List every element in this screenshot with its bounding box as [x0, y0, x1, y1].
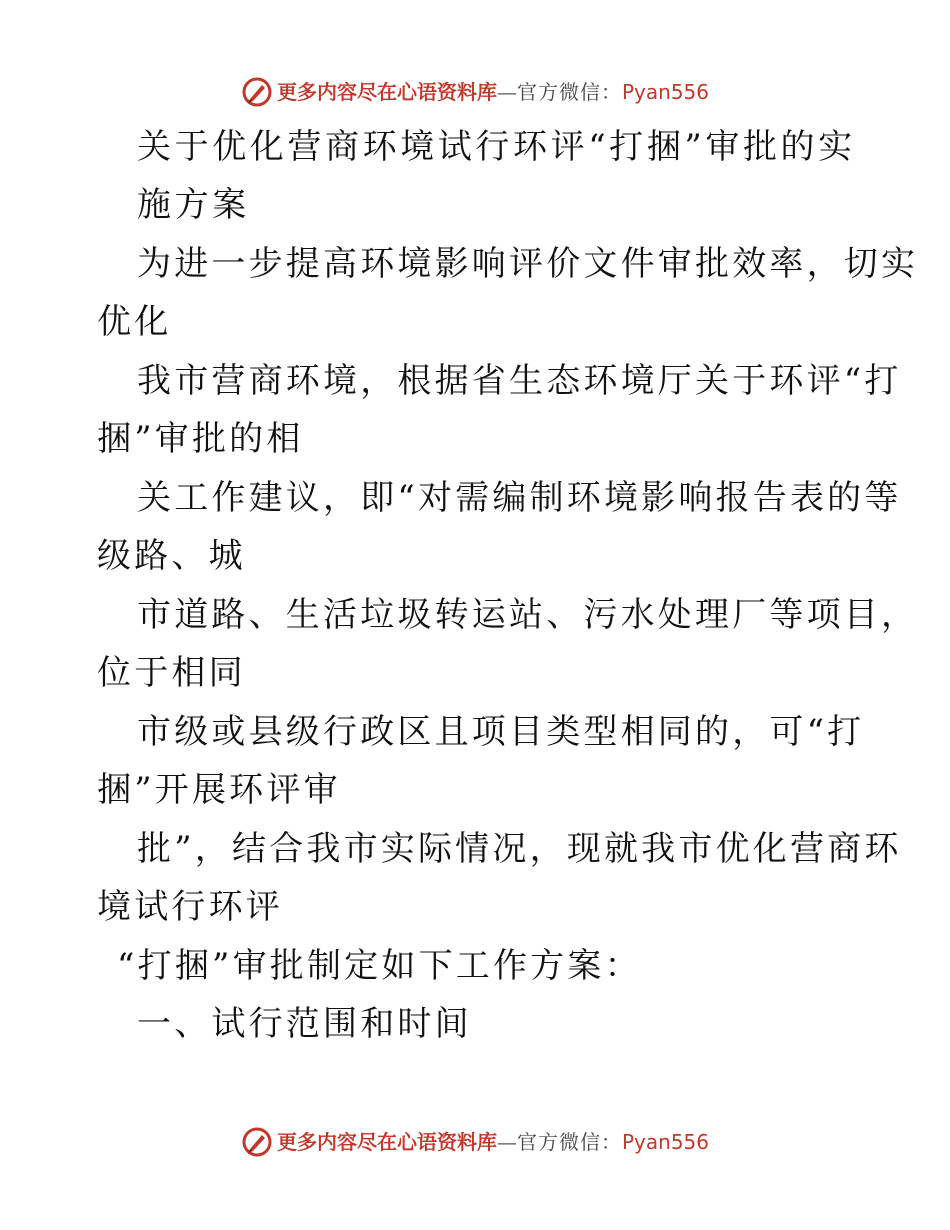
watermark-official-label: 官方微信： — [516, 80, 622, 104]
document-title-line-1: 关于优化营商环境试行环评“打捆”审批的实 — [137, 127, 856, 167]
footer-watermark — [0, 1126, 950, 1158]
watermark-site-name: 更多内容尽在心语资料库 — [276, 1130, 497, 1154]
paragraph-line: 批”，结合我市实际情况，现就我市优化营商环 — [137, 829, 902, 869]
watermark-dash: — — [496, 80, 517, 104]
watermark-dash: — — [496, 1130, 517, 1154]
paragraph-line: 位于相同 — [97, 653, 246, 693]
watermark-wechat-id: Pyan556 — [621, 1130, 709, 1154]
paragraph-line: 捆”审批的相 — [97, 419, 304, 459]
pen-seal-icon — [241, 76, 273, 108]
watermark-wechat-id: Pyan556 — [621, 80, 709, 104]
paragraph-line: “打捆”审批制定如下工作方案： — [117, 946, 642, 986]
paragraph-line: 市级或县级行政区且项目类型相同的，可“打 — [137, 712, 865, 752]
header-watermark — [0, 76, 950, 108]
watermark-official-label: 官方微信： — [516, 1130, 622, 1154]
paragraph-line: 优化 — [97, 302, 172, 342]
paragraph-line: 我市营商环境，根据省生态环境厅关于环评“打 — [137, 361, 902, 401]
paragraph-line: 市道路、生活垃圾转运站、污水处理厂等项目， — [137, 595, 919, 635]
paragraph-line: 为进一步提高环境影响评价文件审批效率，切实 — [137, 244, 919, 284]
paragraph-line: 捆”开展环评审 — [97, 770, 341, 810]
paragraph-line: 境试行环评 — [97, 887, 283, 927]
watermark-site-name: 更多内容尽在心语资料库 — [276, 80, 497, 104]
section-heading: 一、试行范围和时间 — [137, 1004, 472, 1044]
paragraph-line: 关工作建议，即“对需编制环境影响报告表的等 — [137, 478, 902, 518]
pen-seal-icon — [241, 1126, 273, 1158]
document-title-line-2: 施方案 — [137, 185, 250, 225]
paragraph-line: 级路、城 — [97, 536, 246, 576]
